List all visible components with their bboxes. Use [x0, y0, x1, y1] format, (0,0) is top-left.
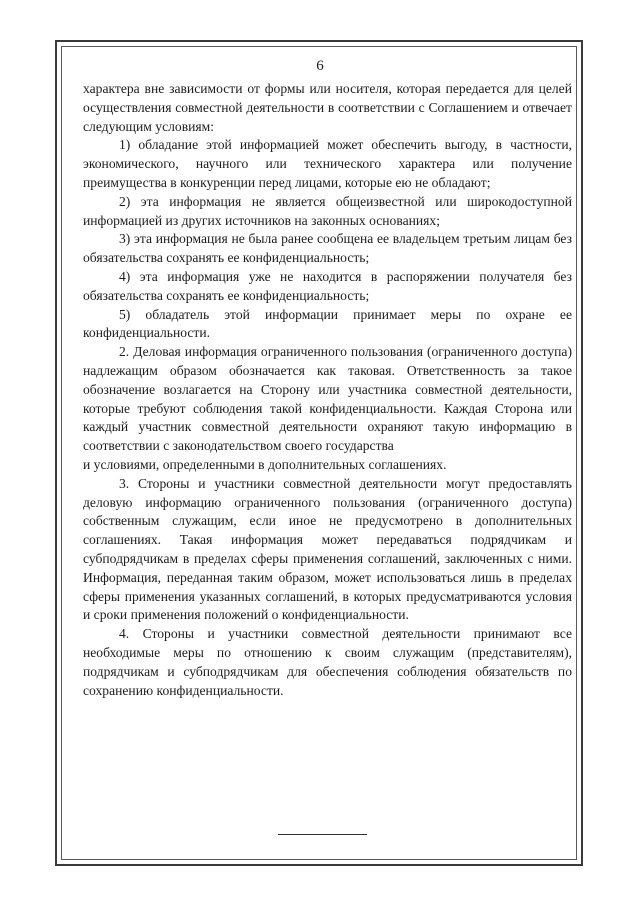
page-number: 6 [316, 58, 324, 74]
paragraph-clause-2-continued: и условиями, определенными в дополнительных соглашениях. [83, 456, 447, 472]
paragraph-condition-4: 4) эта информация уже не находится в распоряжении получателя без обязательства сохранять ее конфиденциальность; [83, 268, 572, 303]
paragraph-clause-3: 3. Стороны и участники совместной деятельности могут предоставлять деловую информацию ограниченного пользования (ограниченного доступа) собственным служащим, если иное не предусмотрено в дополнительных соглашениях. Такая информация может передаваться подрядчикам и субподрядчикам в пределах сферы применения соглашений, заключенных с ними. Информация, переданная таким образом, может использоваться лишь в пределах сферы применения указанных соглашений, в которых предусматриваются условия и сроки применения положений о конфиденциальности. [83, 475, 572, 623]
paragraph-clause-4: 4. Стороны и участники совместной деятельности принимают все необходимые меры по отношению к своим служащим (представителям), подрядчикам и субподрядчикам для обеспечения соблюдения обязательств по сохранению конфиденциальности. [83, 626, 572, 698]
paragraph-intro: характера вне зависимости от формы или носителя, которая передается для целей осуществления совместной деятельности в соответствии с Соглашением и отвечает следующим условиям: [83, 81, 572, 134]
paragraph-condition-3: 3) эта информация не была ранее сообщена ее владельцем третьим лицам без обязательства сохранять ее конфиденциальность; [83, 231, 572, 266]
paragraph-condition-5: 5) обладатель этой информации принимает меры по охране ее конфиденциальности. [83, 306, 572, 341]
paragraph-condition-2: 2) эта информация не является общеизвестной или широкодоступной информацией из других источников на законных основаниях; [83, 193, 572, 228]
end-separator-line [278, 834, 367, 835]
paragraph-condition-1: 1) обладание этой информацией может обеспечить выгоду, в частности, экономического, научного или технического характера или получение преимущества в конкуренции перед лицами, которые ею не обладают; [83, 137, 572, 190]
document-body [83, 80, 572, 700]
paragraph-clause-2: 2. Деловая информация ограниченного пользования (ограниченного доступа) надлежащим образом обозначается как таковая. Ответственность за такое обозначение возлагается на Сторону или участника совместной деятельности, которые требуют соблюдения такой конфиденциальности. Каждая Сторона или каждый участник совместной деятельности охраняют такую информацию в соответствии с законодательством своего государства [83, 344, 572, 454]
